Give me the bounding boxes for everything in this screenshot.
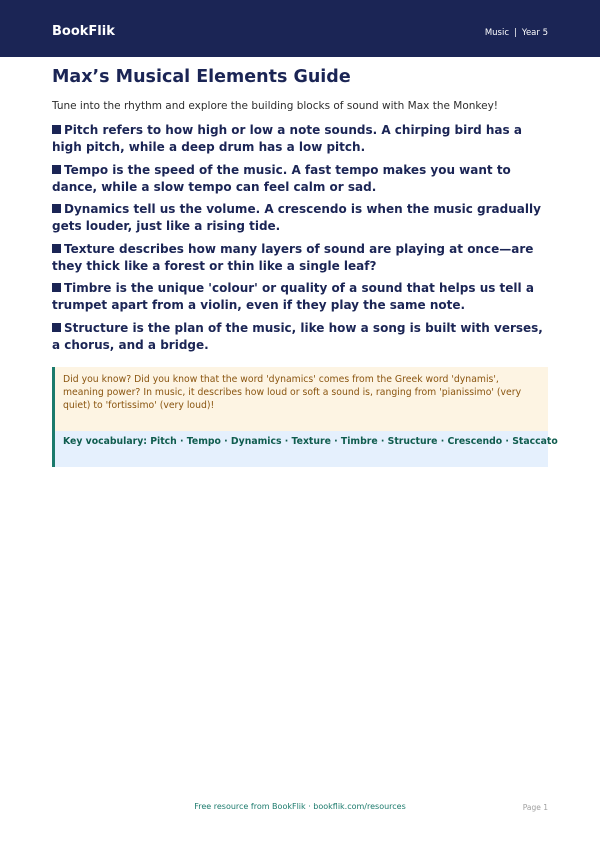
breadcrumb-year: Year 5 [521, 28, 548, 38]
footer-resource-link[interactable]: Free resource from BookFlik · bookflik.com/resources [194, 802, 406, 811]
key-point-text: Tempo is the speed of the music. A fast tempo makes you want to dance, while a slow tempo can feel calm or sad. [52, 162, 511, 194]
fun-fact-text: Did you know? Did you know that the word 'dynamics' comes from the Greek word 'dynamis', meaning power? In music, it describes how loud or soft a sound is, ranging from 'pianissimo' (very quiet) to 'fortissimo' (very loud)! [63, 374, 522, 411]
key-point-text: Timbre is the unique 'colour' or quality of a sound that helps us tell a trumpet apart from a violin, even if they play the same note. [52, 281, 534, 312]
fun-fact-callout [52, 367, 558, 467]
key-point-text: Texture describes how many layers of sound are playing at once—are they thick like a forest or thin like a single leaf? [52, 241, 534, 273]
key-point-dynamics [52, 201, 552, 235]
key-point-text: Dynamics tell us the volume. A crescendo is when the music gradually gets louder, just like a rising tide. [52, 202, 541, 233]
square-bullet-icon [52, 204, 61, 213]
square-bullet-icon [52, 283, 61, 292]
key-point-text: Pitch refers to how high or low a note sounds. A chirping bird has a high pitch, while a deep drum has a low pitch. [52, 123, 522, 154]
square-bullet-icon [52, 323, 61, 332]
key-point-texture [52, 241, 552, 275]
square-bullet-icon [52, 165, 61, 174]
key-point-structure [52, 320, 552, 354]
page-number: Page 1 [522, 803, 548, 812]
breadcrumb-separator: | [514, 28, 517, 38]
brand-logo-text[interactable]: BookFlik [52, 24, 115, 39]
key-points-list [52, 122, 552, 359]
key-vocabulary-text: Key vocabulary: Pitch · Tempo · Dynamics · Texture · Timbre · Structure · Crescendo · Staccato [63, 436, 558, 447]
breadcrumb-subject: Music [484, 28, 510, 38]
intro-text: Tune into the rhythm and explore the building blocks of sound with Max the Monkey! [52, 100, 499, 112]
key-point-text: Structure is the plan of the music, like how a song is built with verses, a chorus, and a bridge. [52, 320, 543, 352]
page-title: Max’s Musical Elements Guide [52, 67, 351, 87]
square-bullet-icon [52, 125, 61, 134]
key-point-pitch [52, 122, 552, 156]
key-point-timbre [52, 280, 552, 314]
key-point-tempo [52, 162, 552, 196]
header-bar [0, 0, 600, 57]
breadcrumb [485, 28, 548, 39]
square-bullet-icon [52, 244, 61, 253]
